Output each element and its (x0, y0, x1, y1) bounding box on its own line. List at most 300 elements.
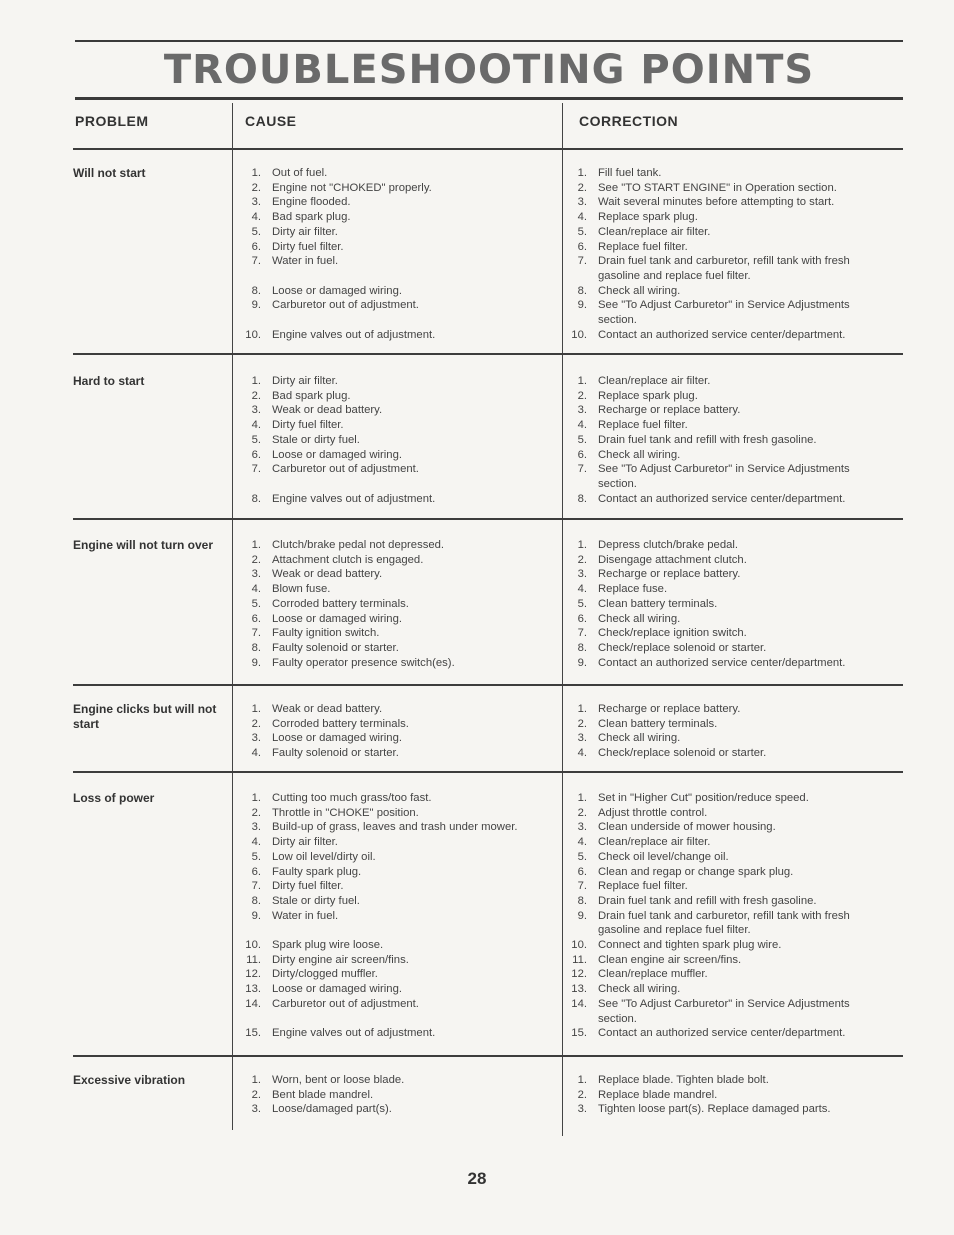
correction-list (565, 374, 887, 506)
item-text: Water in fuel. (272, 909, 339, 922)
item-number: 8. (577, 492, 587, 505)
list-item (565, 448, 887, 463)
item-number: 9. (251, 299, 261, 312)
item-number: 8. (577, 894, 587, 907)
item-text: Dirty engine air screen/fins. (272, 953, 409, 966)
list-item (565, 166, 887, 181)
item-number: 7. (577, 880, 587, 893)
list-item (565, 582, 887, 597)
list-item (239, 1026, 554, 1041)
problem-label: Hard to start (73, 374, 145, 388)
item-number: 6. (251, 240, 261, 253)
list-item (239, 850, 554, 865)
item-text: Carburetor out of adjustment. (272, 463, 419, 476)
item-text: Clean underside of mower housing. (598, 821, 776, 834)
item-number: 1. (577, 1074, 587, 1086)
item-text: Contact an authorized service center/department. (598, 1027, 846, 1040)
item-number: 4. (577, 419, 587, 432)
correction-list (565, 1073, 887, 1117)
list-item (239, 225, 554, 240)
cause-list (239, 374, 554, 506)
list-item (565, 195, 887, 210)
item-number: 1. (577, 375, 587, 387)
list-item (565, 982, 887, 997)
item-text: Out of fuel. (272, 167, 328, 179)
item-text: Replace fuel filter. (598, 240, 688, 253)
item-number: 3. (577, 1103, 587, 1116)
list-item (565, 328, 887, 343)
cause-list (239, 1073, 554, 1117)
list-item (565, 462, 887, 491)
item-text: Cutting too much grass/too fast. (272, 792, 432, 804)
list-item (239, 865, 554, 880)
list-item (239, 1102, 554, 1117)
list-item (239, 567, 554, 582)
item-text: Attachment clutch is engaged. (272, 553, 424, 566)
item-number: 11. (246, 953, 261, 966)
list-item (239, 284, 554, 299)
item-text: Spark plug wire loose. (272, 939, 384, 952)
list-item (565, 746, 887, 761)
list-item (565, 1073, 887, 1088)
section-separator (73, 353, 903, 355)
item-number: 7. (577, 463, 587, 476)
list-item (239, 210, 554, 225)
item-text: Check/replace ignition switch. (598, 627, 747, 640)
item-number: 6. (251, 612, 261, 625)
item-number: 10. (245, 939, 261, 952)
item-number: 6. (251, 865, 261, 878)
item-number: 6. (577, 240, 587, 253)
item-text: Engine valves out of adjustment. (272, 328, 436, 341)
list-item (565, 820, 887, 835)
item-text: Loose or damaged wiring. (272, 284, 402, 297)
item-number: 8. (577, 641, 587, 654)
list-item (565, 879, 887, 894)
item-text: Check all wiring. (598, 284, 681, 297)
header-separator (73, 148, 903, 150)
item-number: 2. (577, 389, 587, 402)
item-number: 7. (251, 627, 261, 640)
item-number: 1. (577, 539, 587, 551)
item-number: 5. (251, 850, 261, 863)
list-item (239, 953, 554, 968)
list-item (239, 553, 554, 568)
list-item (239, 181, 554, 196)
list-item (239, 1073, 554, 1088)
item-number: 3. (577, 732, 587, 745)
item-number: 1. (251, 539, 261, 551)
list-item (565, 210, 887, 225)
item-text: Clean battery terminals. (598, 717, 718, 730)
list-item (239, 938, 554, 953)
item-number: 5. (251, 225, 261, 238)
item-text: Check all wiring. (598, 983, 681, 996)
page-number: 28 (467, 1169, 487, 1188)
list-item (565, 731, 887, 746)
title-top-rule (75, 40, 903, 42)
list-item (565, 894, 887, 909)
list-item (239, 448, 554, 463)
item-number: 1. (251, 375, 261, 387)
item-text: Check all wiring. (598, 448, 681, 461)
item-text: Replace blade mandrel. (598, 1088, 718, 1101)
item-number: 12. (571, 968, 587, 981)
column-divider-right (562, 103, 563, 1136)
item-number: 9. (577, 909, 587, 922)
item-number: 7. (251, 255, 261, 268)
item-number: 3. (577, 821, 587, 834)
list-item (239, 702, 554, 717)
list-item (565, 492, 887, 507)
item-number: 8. (577, 284, 587, 297)
item-number: 1. (251, 792, 261, 804)
list-item (565, 240, 887, 255)
item-number: 2. (251, 389, 261, 402)
list-item (565, 597, 887, 612)
list-item (239, 909, 554, 924)
item-text: Depress clutch/brake pedal. (598, 539, 739, 551)
item-number: 9. (251, 909, 261, 922)
list-item (565, 298, 887, 327)
item-text: Throttle in "CHOKE" position. (272, 806, 419, 819)
item-number: 13. (571, 983, 587, 996)
item-text: Clutch/brake pedal not depressed. (272, 539, 445, 551)
list-item (239, 538, 554, 553)
item-number: 9. (577, 656, 587, 669)
list-item (565, 254, 887, 283)
list-item (239, 879, 554, 894)
item-text: Set in "Higher Cut" position/reduce speed. (598, 792, 809, 804)
list-item (239, 597, 554, 612)
item-number: 3. (577, 404, 587, 417)
item-text: Clean/replace air filter. (598, 375, 711, 387)
item-number: 4. (577, 211, 587, 224)
problem-label: Excessive vibration (73, 1073, 186, 1087)
list-item (565, 997, 887, 1026)
list-item (239, 982, 554, 997)
list-item (565, 717, 887, 732)
item-text: Loose or damaged wiring. (272, 448, 402, 461)
item-text: Engine valves out of adjustment. (272, 492, 436, 505)
correction-list (565, 702, 887, 761)
item-number: 15. (245, 1027, 261, 1040)
item-text: Loose or damaged wiring. (272, 612, 402, 625)
list-item (239, 582, 554, 597)
list-item (565, 835, 887, 850)
item-text: Replace fuel filter. (598, 880, 688, 893)
item-number: 5. (577, 597, 587, 610)
list-item (239, 731, 554, 746)
item-text: Bad spark plug. (272, 211, 351, 224)
item-number: 2. (577, 1088, 587, 1101)
item-text: Blown fuse. (272, 583, 331, 596)
item-text: Check all wiring. (598, 612, 681, 625)
cause-list (239, 702, 554, 761)
list-item (565, 181, 887, 196)
item-text: Faulty ignition switch. (272, 627, 380, 640)
item-text: Stale or dirty fuel. (272, 433, 360, 446)
item-text: Dirty fuel filter. (272, 419, 344, 432)
item-number: 2. (251, 553, 261, 566)
list-item (565, 806, 887, 821)
list-item (239, 240, 554, 255)
list-item (239, 433, 554, 448)
item-text: Weak or dead battery. (272, 404, 383, 417)
item-text: Corroded battery terminals. (272, 597, 409, 610)
list-item (239, 641, 554, 656)
item-text: Faulty solenoid or starter. (272, 641, 399, 654)
item-text: Low oil level/dirty oil. (272, 850, 376, 863)
item-text: Connect and tighten spark plug wire. (598, 939, 782, 952)
item-number: 4. (251, 747, 261, 760)
problem-label: Will not start (73, 166, 146, 180)
item-number: 7. (577, 627, 587, 640)
list-item (239, 626, 554, 641)
item-text: Dirty air filter. (272, 836, 338, 849)
item-text: Contact an authorized service center/department. (598, 656, 846, 669)
list-item (565, 909, 887, 938)
list-item (565, 656, 887, 671)
item-number: 4. (251, 419, 261, 432)
item-number: 1. (251, 703, 261, 715)
item-number: 2. (577, 806, 587, 819)
item-number: 6. (577, 612, 587, 625)
list-item (565, 225, 887, 240)
item-number: 6. (577, 448, 587, 461)
item-text: Replace blade. Tighten blade bolt. (598, 1074, 769, 1086)
list-item (565, 641, 887, 656)
item-text: Weak or dead battery. (272, 568, 383, 581)
item-text: Clean engine air screen/fins. (598, 953, 742, 966)
item-number: 4. (577, 583, 587, 596)
list-item (565, 1102, 887, 1117)
item-text: Corroded battery terminals. (272, 717, 409, 730)
list-item (565, 389, 887, 404)
item-text: Drain fuel tank and carburetor, refill tank with fresh gasoline and replace fuel filter. (598, 255, 850, 282)
list-item (239, 374, 554, 389)
item-text: Bad spark plug. (272, 389, 351, 402)
list-item (239, 418, 554, 433)
item-text: See "TO START ENGINE" in Operation section. (598, 181, 837, 194)
item-text: Replace spark plug. (598, 211, 698, 224)
correction-list (565, 791, 887, 1041)
list-item (239, 492, 554, 507)
item-text: Adjust throttle control. (598, 806, 708, 819)
item-number: 8. (251, 284, 261, 297)
section-separator (73, 684, 903, 686)
item-text: See "To Adjust Carburetor" in Service Adjustments section. (598, 997, 850, 1025)
list-item (239, 389, 554, 404)
list-item (239, 717, 554, 732)
list-item (239, 746, 554, 761)
item-number: 10. (571, 939, 587, 952)
item-number: 4. (251, 211, 261, 224)
item-number: 3. (251, 196, 261, 209)
list-item (239, 254, 554, 269)
item-text: Carburetor out of adjustment. (272, 997, 419, 1010)
item-number: 4. (577, 836, 587, 849)
item-number: 3. (251, 568, 261, 581)
list-item (565, 953, 887, 968)
item-number: 3. (251, 404, 261, 417)
list-item (239, 166, 554, 181)
cause-list (239, 791, 554, 1041)
item-number: 2. (251, 806, 261, 819)
item-text: Build-up of grass, leaves and trash under mower. (272, 821, 518, 834)
item-number: 1. (577, 792, 587, 804)
section-separator (73, 518, 903, 520)
item-text: Drain fuel tank and refill with fresh gasoline. (598, 894, 817, 907)
list-item (239, 835, 554, 850)
item-text: Recharge or replace battery. (598, 404, 741, 417)
item-text: Carburetor out of adjustment. (272, 299, 419, 312)
item-number: 5. (577, 225, 587, 238)
page-title: TROUBLESHOOTING POINTS (163, 47, 815, 93)
item-text: See "To Adjust Carburetor" in Service Adjustments section. (598, 463, 850, 490)
item-text: Faulty operator presence switch(es). (272, 656, 455, 669)
cause-list (239, 166, 554, 342)
cause-list (239, 538, 554, 670)
item-text: Engine not "CHOKED" properly. (272, 181, 432, 194)
item-text: Engine flooded. (272, 196, 351, 209)
list-item (239, 298, 554, 313)
item-text: Faulty solenoid or starter. (272, 747, 399, 760)
item-text: Wait several minutes before attempting to start. (598, 196, 835, 209)
item-text: Weak or dead battery. (272, 703, 383, 715)
item-number: 9. (577, 299, 587, 312)
item-number: 8. (251, 492, 261, 505)
item-text: Clean/replace muffler. (598, 968, 708, 981)
item-text: Engine valves out of adjustment. (272, 1027, 436, 1040)
column-divider-left (232, 103, 233, 1130)
item-number: 10. (571, 328, 587, 341)
list-item (239, 328, 554, 343)
list-item (565, 433, 887, 448)
item-number: 3. (251, 821, 261, 834)
item-number: 8. (251, 894, 261, 907)
list-item (239, 462, 554, 477)
item-number: 11. (572, 953, 587, 966)
item-number: 1. (251, 1074, 261, 1086)
item-number: 10. (245, 328, 261, 341)
item-number: 3. (577, 196, 587, 209)
list-item (239, 656, 554, 671)
list-item (565, 791, 887, 806)
item-text: Contact an authorized service center/department. (598, 492, 846, 505)
list-item (565, 938, 887, 953)
item-text: Water in fuel. (272, 255, 339, 268)
item-number: 6. (577, 865, 587, 878)
list-item (565, 702, 887, 717)
problem-label: Engine clicks but will not start (73, 702, 217, 731)
item-text: Stale or dirty fuel. (272, 894, 360, 907)
item-number: 12. (245, 968, 261, 981)
item-text: Tighten loose part(s). Replace damaged parts. (598, 1103, 831, 1116)
item-number: 4. (251, 583, 261, 596)
list-item (565, 967, 887, 982)
list-item (239, 806, 554, 821)
list-item (565, 626, 887, 641)
item-number: 4. (251, 836, 261, 849)
item-text: Recharge or replace battery. (598, 568, 741, 581)
item-number: 14. (245, 997, 261, 1010)
item-number: 6. (251, 448, 261, 461)
item-text: Check/replace solenoid or starter. (598, 641, 767, 654)
item-text: Loose or damaged wiring. (272, 983, 402, 996)
item-number: 1. (577, 167, 587, 179)
item-number: 3. (577, 568, 587, 581)
item-text: Worn, bent or loose blade. (272, 1074, 405, 1086)
item-text: Dirty air filter. (272, 225, 338, 238)
item-text: Dirty/clogged muffler. (272, 968, 378, 981)
list-item (239, 791, 554, 806)
problem-label: Loss of power (73, 791, 155, 805)
list-item (565, 284, 887, 299)
item-number: 2. (577, 181, 587, 194)
item-number: 2. (251, 1088, 261, 1101)
item-number: 2. (251, 717, 261, 730)
item-text: Contact an authorized service center/department. (598, 328, 846, 341)
item-text: Replace fuel filter. (598, 419, 688, 432)
item-text: Check all wiring. (598, 732, 681, 745)
header-cause: CAUSE (245, 113, 297, 129)
item-number: 7. (251, 880, 261, 893)
item-number: 2. (577, 553, 587, 566)
correction-list (565, 538, 887, 670)
item-number: 3. (251, 1103, 261, 1116)
list-item (239, 195, 554, 210)
item-number: 5. (251, 597, 261, 610)
list-item (565, 403, 887, 418)
section-separator (73, 1055, 903, 1057)
item-number: 14. (571, 997, 587, 1010)
list-item (565, 612, 887, 627)
item-number: 7. (577, 255, 587, 268)
item-number: 15. (571, 1027, 587, 1040)
header-problem: PROBLEM (75, 113, 149, 129)
item-number: 2. (251, 181, 261, 194)
list-item (565, 850, 887, 865)
item-text: Replace fuse. (598, 583, 668, 596)
list-item (565, 865, 887, 880)
title-bottom-rule (75, 97, 903, 100)
item-text: Replace spark plug. (598, 389, 698, 402)
item-number: 1. (577, 703, 587, 715)
list-item (239, 612, 554, 627)
list-item (239, 894, 554, 909)
item-text: Loose/damaged part(s). (272, 1103, 392, 1116)
list-item (565, 1026, 887, 1041)
list-item (565, 538, 887, 553)
item-text: Faulty spark plug. (272, 865, 362, 878)
item-text: Dirty air filter. (272, 375, 338, 387)
item-number: 7. (251, 463, 261, 476)
list-item (565, 418, 887, 433)
item-text: Check oil level/change oil. (598, 850, 729, 863)
item-number: 3. (251, 732, 261, 745)
item-text: Dirty fuel filter. (272, 880, 344, 893)
item-text: See "To Adjust Carburetor" in Service Adjustments section. (598, 299, 850, 327)
item-text: Bent blade mandrel. (272, 1088, 374, 1101)
list-item (239, 1088, 554, 1103)
item-text: Drain fuel tank and carburetor, refill tank with fresh gasoline and replace fuel filter. (598, 909, 850, 937)
list-item (565, 553, 887, 568)
item-text: Recharge or replace battery. (598, 703, 741, 715)
item-number: 2. (577, 717, 587, 730)
list-item (565, 567, 887, 582)
item-number: 9. (251, 656, 261, 669)
